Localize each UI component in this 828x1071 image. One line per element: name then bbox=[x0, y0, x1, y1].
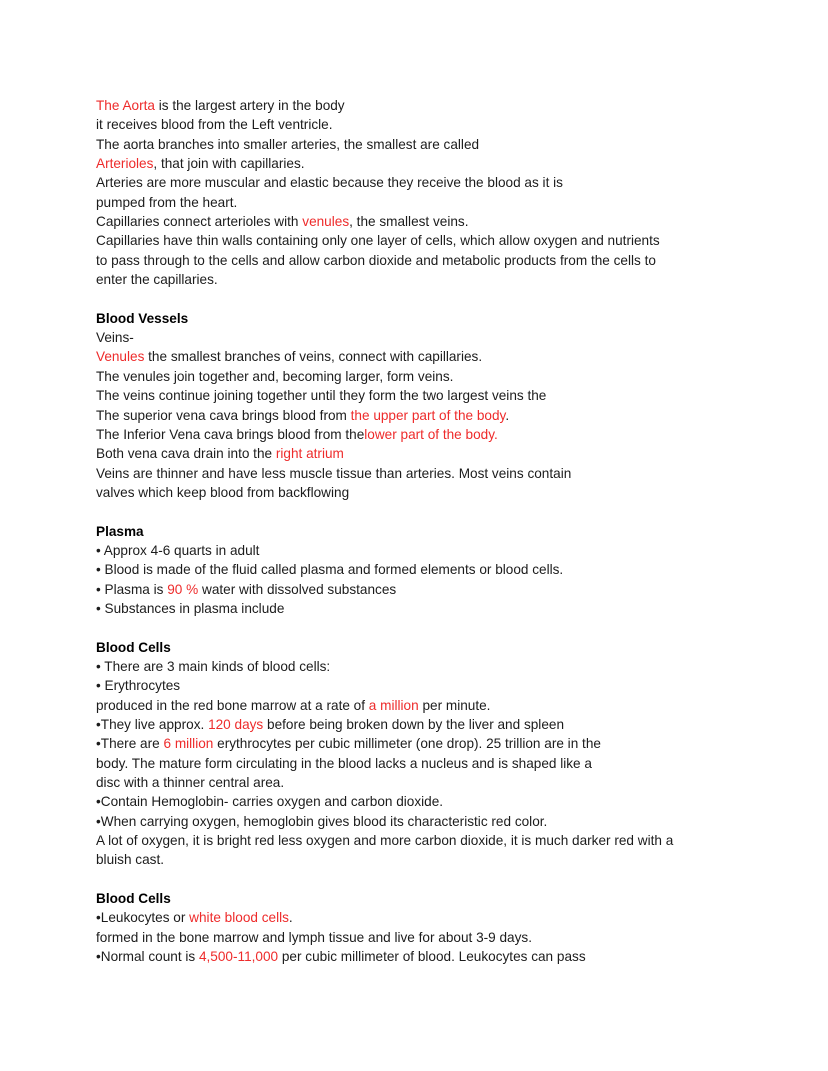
text-line-pl-4 bbox=[96, 599, 721, 618]
highlight-term: white blood cells bbox=[189, 910, 289, 926]
text-line-bc1-11 bbox=[96, 850, 721, 869]
line-text-tail: per cubic millimeter of blood. Leukocytes can pass bbox=[278, 949, 586, 965]
highlight-term: 90 % bbox=[167, 581, 199, 597]
text-line-bv-1 bbox=[96, 328, 721, 347]
line-text: enter the capillaries. bbox=[96, 272, 218, 288]
line-text: • Blood is made of the fluid called plasma and formed elements or blood cells. bbox=[96, 562, 564, 578]
document-body bbox=[96, 96, 721, 966]
line-text: pumped from the heart. bbox=[96, 194, 238, 210]
line-text-tail: . bbox=[505, 407, 510, 423]
section-heading: Plasma bbox=[96, 523, 144, 539]
highlight-term: 6 million bbox=[163, 736, 214, 752]
line-text: it receives blood from the Left ventricle. bbox=[96, 117, 333, 133]
section-blood-cells-erythrocytes bbox=[96, 638, 721, 870]
text-line-bv-2 bbox=[96, 347, 721, 366]
text-line-bc1-6 bbox=[96, 754, 721, 773]
line-text: • Approx 4-6 quarts in adult bbox=[96, 542, 260, 558]
text-line-bc1-7 bbox=[96, 773, 721, 792]
text-line-bc1-10 bbox=[96, 831, 738, 850]
line-text: • Erythrocytes bbox=[96, 678, 181, 694]
text-line-aorta-7 bbox=[96, 212, 721, 231]
highlight-term: a million bbox=[368, 697, 419, 713]
line-text: •Contain Hemoglobin- carries oxygen and carbon dioxide. bbox=[96, 794, 444, 810]
section-heading: Blood Cells bbox=[96, 891, 171, 907]
text-line-bv-3 bbox=[96, 367, 721, 386]
text-line-pl-3 bbox=[96, 580, 721, 599]
line-text-tail: per minute. bbox=[418, 697, 491, 713]
section-blood-vessels bbox=[96, 309, 721, 502]
section-blood-cells-leukocytes bbox=[96, 889, 721, 966]
line-text: Capillaries connect arterioles with bbox=[96, 214, 303, 230]
text-line-bc1-2 bbox=[96, 676, 721, 695]
text-line-bv-9 bbox=[96, 483, 721, 502]
highlight-term: venules bbox=[302, 214, 350, 230]
line-text: Capillaries have thin walls containing only one layer of cells, which allow oxygen and nutrients bbox=[96, 233, 660, 249]
text-line-aorta-1 bbox=[96, 96, 721, 115]
text-line-bc1-8 bbox=[96, 792, 721, 811]
text-line-aorta-6 bbox=[96, 193, 721, 212]
text-line-aorta-5 bbox=[96, 173, 721, 192]
text-line-bv-7 bbox=[96, 444, 721, 463]
line-text: •When carrying oxygen, hemoglobin gives blood its characteristic red color. bbox=[96, 813, 548, 829]
section-plasma bbox=[96, 522, 721, 619]
text-line-aorta-9 bbox=[96, 251, 738, 270]
line-text: The superior vena cava brings blood from bbox=[96, 407, 351, 423]
text-line-bc1-9 bbox=[96, 812, 721, 831]
section-heading: Blood Vessels bbox=[96, 310, 189, 326]
text-line-bc1-3 bbox=[96, 696, 721, 715]
line-text: formed in the bone marrow and lymph tissue and live for about 3-9 days. bbox=[96, 929, 532, 945]
line-text: the smallest branches of veins, connect with capillaries. bbox=[144, 349, 483, 365]
line-text: bluish cast. bbox=[96, 852, 165, 868]
line-text: The aorta branches into smaller arteries, the smallest are called bbox=[96, 136, 480, 152]
text-line-pl-1 bbox=[96, 541, 721, 560]
line-text: The veins continue joining together until they form the two largest veins the bbox=[96, 388, 547, 404]
highlight-term: 4,500-11,000 bbox=[198, 949, 279, 965]
line-text: •Normal count is bbox=[96, 949, 199, 965]
highlight-term: The Aorta bbox=[96, 98, 155, 113]
line-text: The Inferior Vena cava brings blood from the bbox=[96, 426, 365, 442]
line-text: • There are 3 main kinds of blood cells: bbox=[96, 658, 331, 674]
text-line-pl-2 bbox=[96, 560, 721, 579]
text-line-aorta-2 bbox=[96, 115, 721, 134]
text-line-aorta-3 bbox=[96, 135, 721, 154]
line-text: A lot of oxygen, it is bright red less oxygen and more carbon dioxide, it is much darker red with a bbox=[96, 833, 674, 849]
line-text: Arteries are more muscular and elastic because they receive the blood as it is bbox=[96, 175, 563, 191]
text-line-bc1-1 bbox=[96, 657, 721, 676]
text-line-bc2-2 bbox=[96, 928, 721, 947]
text-line-bv-4 bbox=[96, 386, 721, 405]
line-text-tail: , the smallest veins. bbox=[349, 214, 469, 230]
line-text-tail: before being broken down by the liver and spleen bbox=[263, 717, 565, 732]
line-text: produced in the red bone marrow at a rate of bbox=[96, 697, 369, 713]
highlight-term: right atrium bbox=[275, 446, 344, 462]
text-line-bv-5 bbox=[96, 406, 721, 425]
line-text: The venules join together and, becoming larger, form veins. bbox=[96, 368, 454, 384]
line-text-tail: water with dissolved substances bbox=[198, 581, 397, 597]
highlight-term: lower part of the body. bbox=[364, 426, 498, 442]
text-line-bc1-4 bbox=[96, 715, 721, 734]
text-line-bc2-1 bbox=[96, 908, 721, 927]
line-text: to pass through to the cells and allow carbon dioxide and metabolic products from the cells to bbox=[96, 252, 656, 268]
text-line-aorta-10 bbox=[96, 270, 721, 289]
line-text: •There are bbox=[96, 736, 164, 752]
line-text: Veins- bbox=[96, 330, 134, 346]
line-text: •They live approx. bbox=[96, 717, 209, 732]
text-line-aorta-8 bbox=[96, 231, 738, 250]
text-line-bv-6 bbox=[96, 425, 721, 444]
line-text: • Substances in plasma include bbox=[96, 600, 285, 616]
highlight-term: the upper part of the body bbox=[350, 407, 506, 423]
line-text-tail: erythrocytes per cubic millimeter (one drop). 25 trillion are in the bbox=[213, 736, 601, 752]
text-line-aorta-4 bbox=[96, 154, 721, 173]
highlight-term: Arterioles bbox=[96, 156, 154, 172]
line-text-tail: . bbox=[288, 910, 293, 926]
line-text: • Plasma is bbox=[96, 581, 168, 597]
section-aorta-arteries bbox=[96, 96, 721, 289]
line-text: disc with a thinner central area. bbox=[96, 775, 285, 791]
highlight-term: 120 days bbox=[208, 717, 264, 732]
line-text: is the largest artery in the body bbox=[154, 98, 345, 113]
highlight-term: Venules bbox=[96, 349, 145, 365]
text-line-bc1-5 bbox=[96, 734, 738, 753]
line-text: Veins are thinner and have less muscle tissue than arteries. Most veins contain bbox=[96, 465, 572, 481]
section-heading: Blood Cells bbox=[96, 639, 171, 655]
line-text: valves which keep blood from backflowing bbox=[96, 484, 350, 500]
line-text: , that join with capillaries. bbox=[153, 156, 305, 172]
line-text: Both vena cava drain into the bbox=[96, 446, 276, 462]
text-line-bc2-3 bbox=[96, 947, 721, 966]
text-line-bv-8 bbox=[96, 464, 721, 483]
line-text: body. The mature form circulating in the blood lacks a nucleus and is shaped like a bbox=[96, 755, 592, 771]
line-text: •Leukocytes or bbox=[96, 910, 190, 926]
